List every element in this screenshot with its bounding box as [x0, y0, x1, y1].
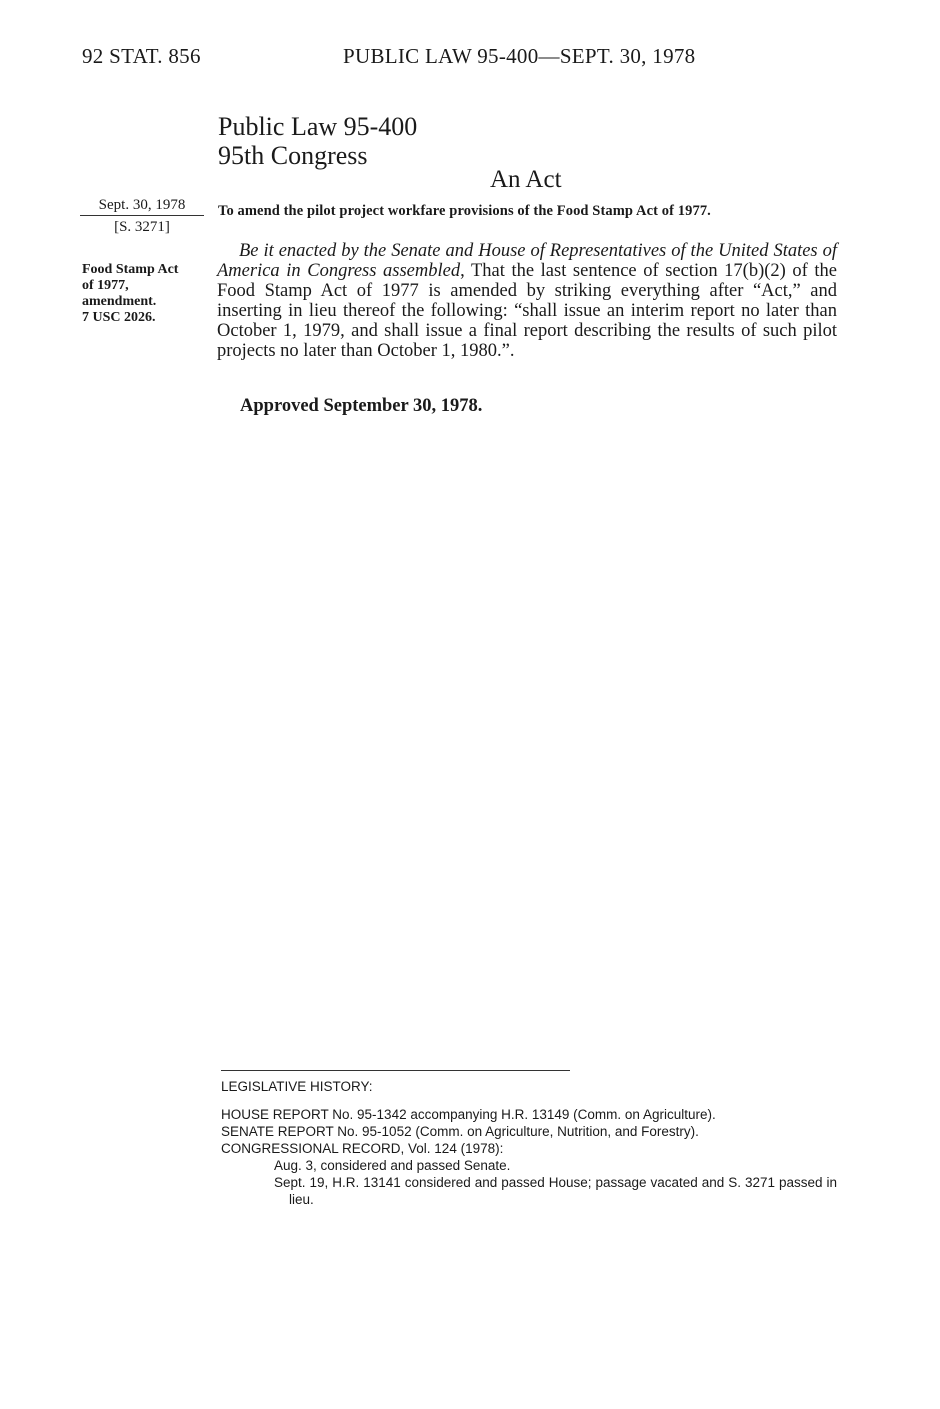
margin-note-line: Food Stamp Act: [82, 262, 179, 277]
legislative-history: [221, 1078, 837, 1208]
margin-date-block: [80, 197, 204, 236]
purpose-statement: To amend the pilot project workfare provisions of the Food Stamp Act of 1977.: [218, 203, 711, 219]
act-paragraph: [217, 241, 837, 361]
record-entry: Sept. 19, H.R. 13141 considered and passed House; passage vacated and S. 3271 passed in lieu.: [274, 1175, 837, 1207]
record-entry: Aug. 3, considered and passed Senate.: [274, 1158, 511, 1173]
legislative-history-heading: LEGISLATIVE HISTORY:: [221, 1079, 373, 1094]
congressional-record: CONGRESSIONAL RECORD, Vol. 124 (1978):: [221, 1141, 504, 1156]
margin-note-line: of 1977,: [82, 278, 129, 293]
act-body: [217, 241, 837, 361]
page-reference: 92 STAT. 856: [82, 44, 201, 68]
enacting-clause: Be it enacted by the Senate and House of Representatives of the United States of America in Congress assembled: [217, 241, 837, 281]
enactment-date: Sept. 30, 1978: [80, 197, 204, 216]
running-title: PUBLIC LAW 95-400—SEPT. 30, 1978: [343, 44, 696, 68]
house-report: HOUSE REPORT No. 95-1342 accompanying H.R. 13149 (Comm. on Agriculture).: [221, 1107, 716, 1122]
margin-note-line: amendment.: [82, 294, 157, 309]
footnote-divider: [221, 1070, 570, 1071]
senate-report: SENATE REPORT No. 95-1052 (Comm. on Agriculture, Nutrition, and Forestry).: [221, 1124, 699, 1139]
law-title-block: [218, 112, 417, 170]
congress-number: 95th Congress: [218, 141, 368, 170]
margin-note: [82, 262, 207, 326]
approval-date: Approved September 30, 1978.: [240, 396, 483, 416]
amendment-text: , That the last sentence of section 17(b)(2) of the Food Stamp Act of 1977 is amended by striking everything after “Act,” and inserting in lieu thereof the following: “shall issue an interim report no later than October 1, 1979, and shall issue a final report describing the results of such pilot projects no later than October 1, 1980.”.: [217, 261, 837, 361]
margin-note-line: 7 USC 2026.: [82, 310, 156, 325]
public-law-number: Public Law 95-400: [218, 112, 418, 141]
bill-number: [S. 3271]: [114, 219, 170, 235]
act-heading: An Act: [490, 166, 562, 193]
